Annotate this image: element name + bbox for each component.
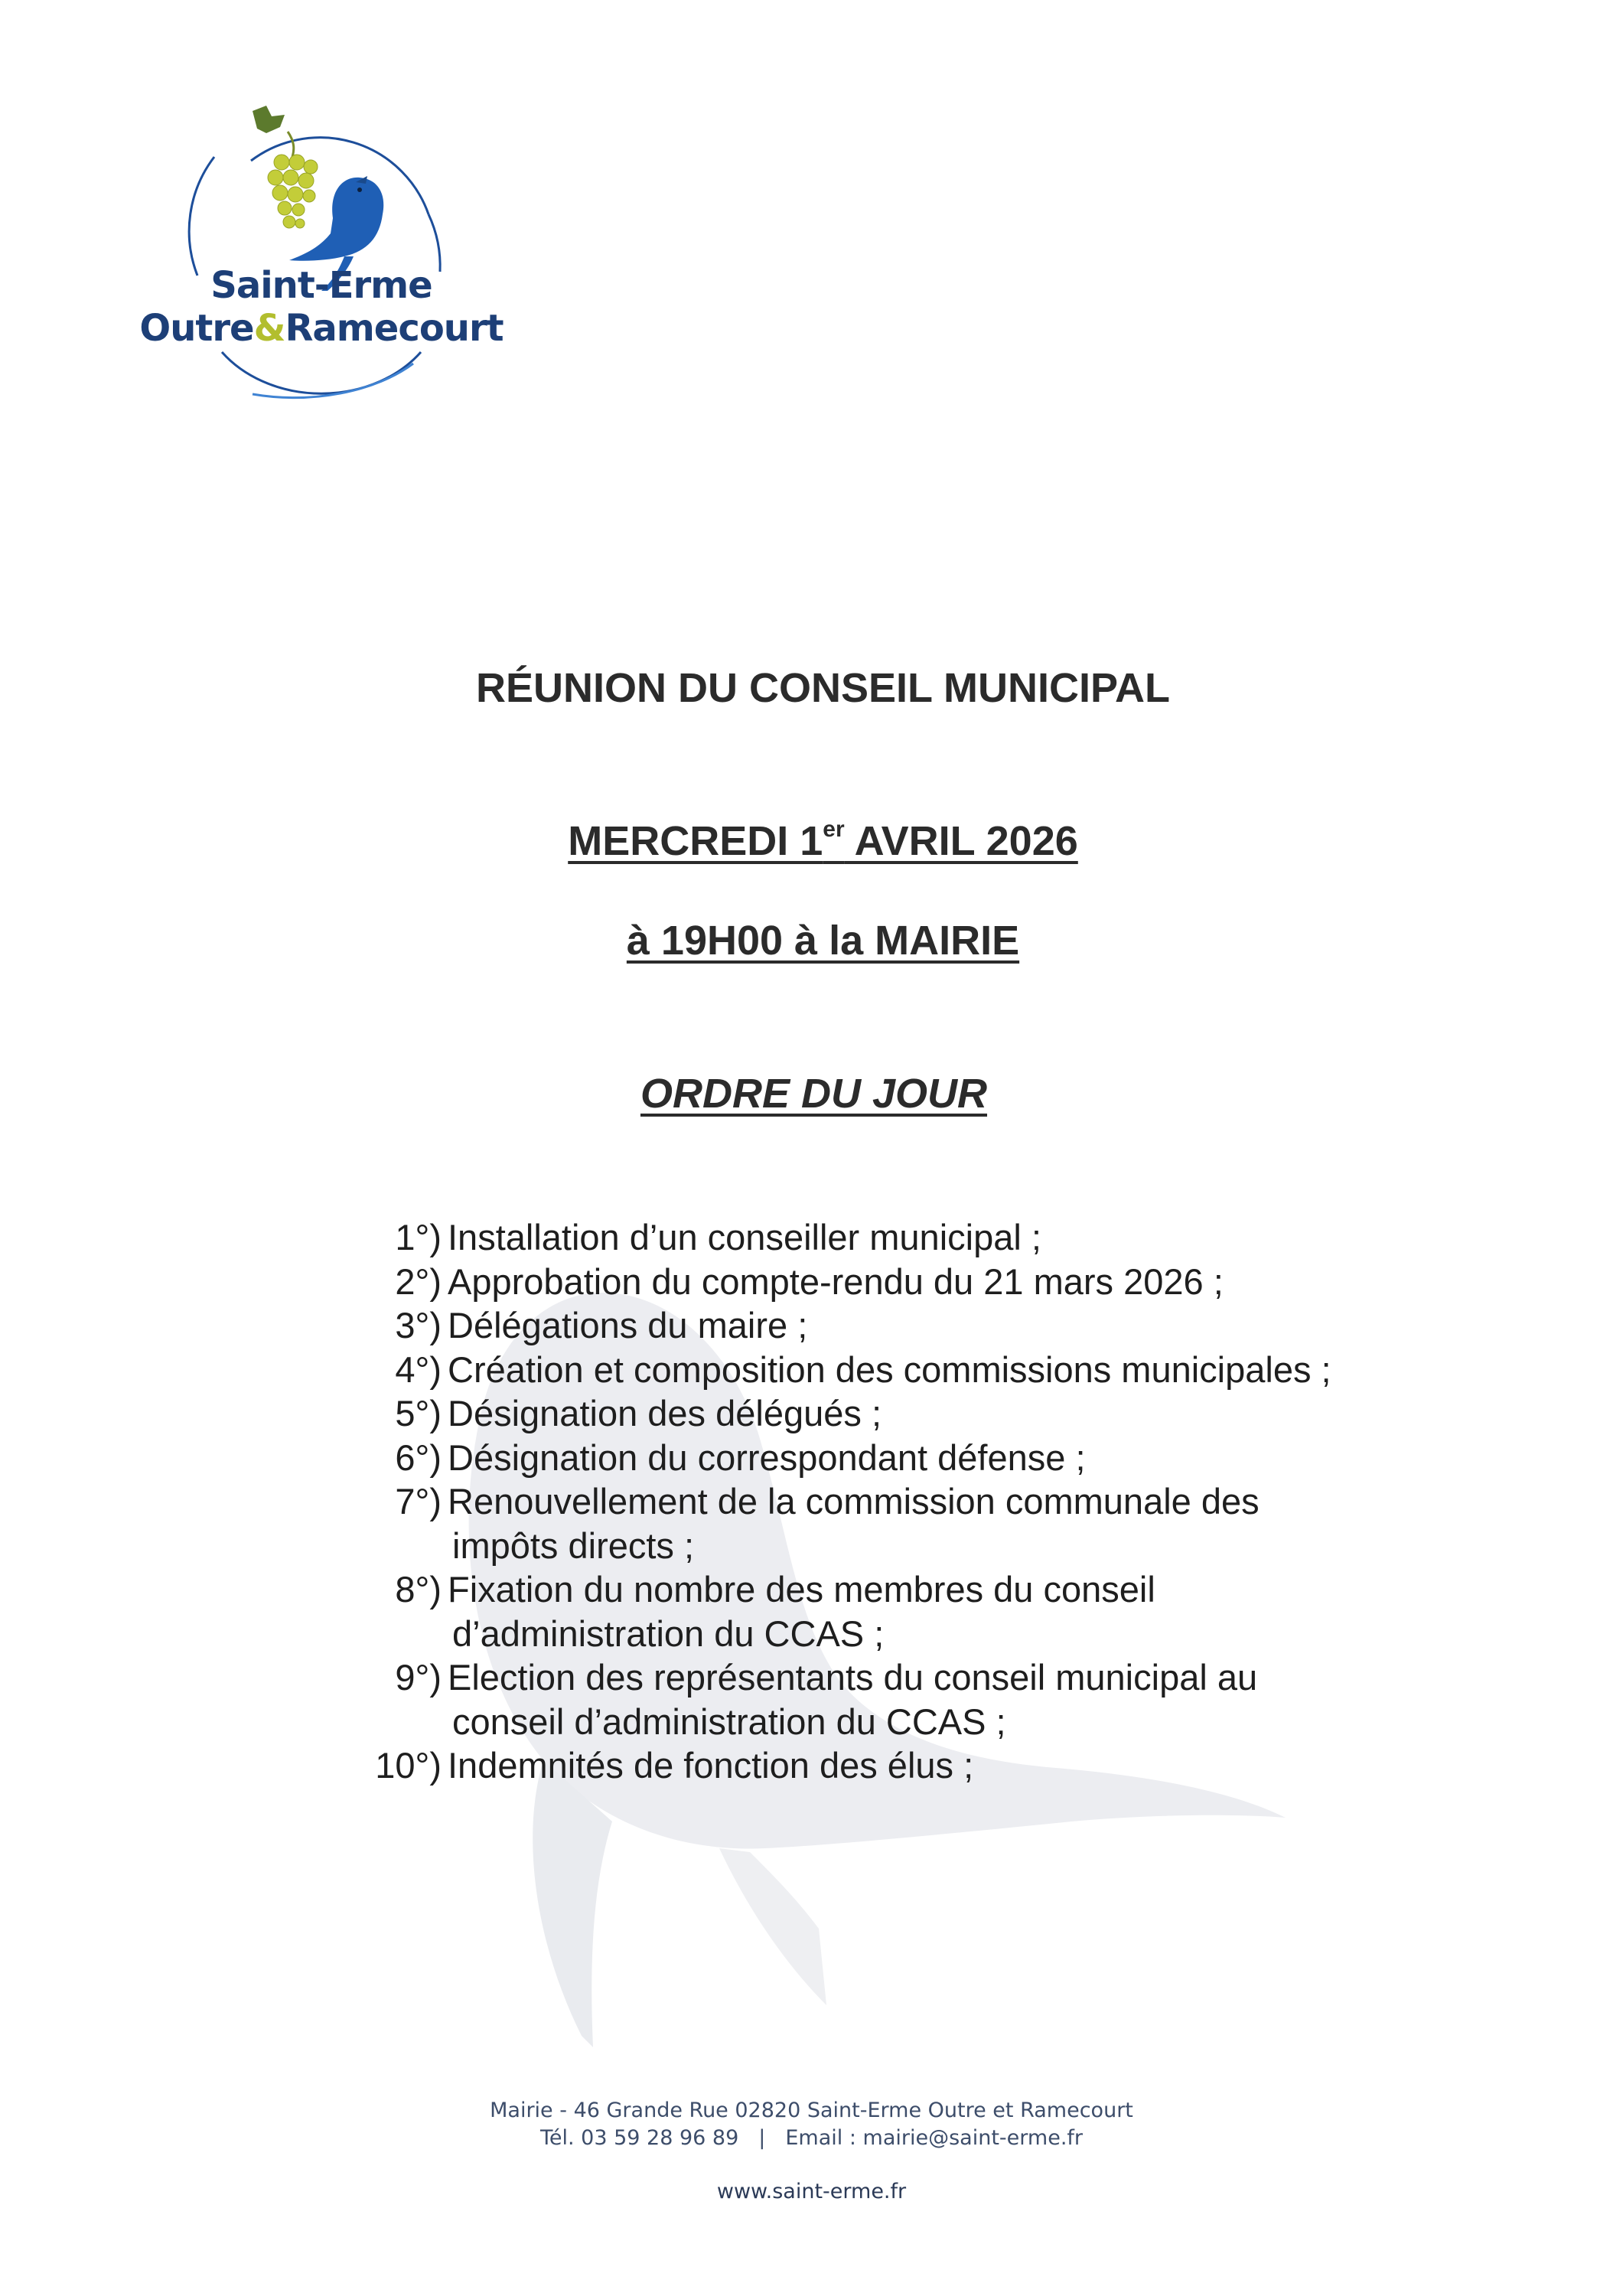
date-superscript: er: [823, 817, 845, 842]
logo-line-2: Outre&Ramecourt: [139, 307, 504, 350]
agenda-item-number: 9°): [395, 1657, 442, 1698]
page-title: RÉUNION DU CONSEIL MUNICIPAL: [475, 665, 1171, 711]
agenda-item-text: Création et composition des commissions municipales ;: [448, 1349, 1331, 1390]
agenda-heading: ORDRE DU JOUR: [640, 1071, 988, 1117]
agenda-item-text: Désignation des délégués ;: [448, 1393, 882, 1433]
agenda-item-number: 10°): [375, 1745, 442, 1786]
logo-line-1: Saint-Erme: [210, 264, 432, 307]
meeting-date: MERCREDI 1er AVRIL 2026: [568, 817, 1078, 864]
footer-address: Mairie - 46 Grande Rue 02820 Saint-Erme Outre et Ramecourt: [490, 2099, 1133, 2122]
footer-phone: Tél. 03 59 28 96 89: [539, 2126, 739, 2150]
logo-emblem-icon: [138, 99, 505, 406]
agenda-item: [360, 1348, 1469, 1392]
agenda-item-text: Approbation du compte-rendu du 21 mars 2026 ;: [448, 1261, 1224, 1302]
agenda-item: [360, 1743, 1469, 1788]
agenda-item-number: 6°): [395, 1437, 442, 1478]
agenda-item-number: 3°): [395, 1305, 442, 1345]
agenda-item-number: 7°): [395, 1481, 442, 1521]
agenda-item-number: 2°): [395, 1261, 442, 1302]
agenda-item: [360, 1260, 1469, 1304]
agenda-item-text: Fixation du nombre des membres du conseil: [448, 1569, 1155, 1609]
agenda-item-text: Désignation du correspondant défense ;: [448, 1437, 1086, 1478]
agenda-item: [360, 1436, 1469, 1480]
footer-website-link[interactable]: www.saint-erme.fr: [716, 2180, 907, 2203]
agenda-item-continuation: impôts directs ;: [452, 1525, 695, 1566]
agenda-item-text: Renouvellement de la commission communale des: [448, 1481, 1260, 1521]
agenda-item-continuation: conseil d’administration du CCAS ;: [452, 1701, 1006, 1742]
logo-wordmark: [138, 264, 505, 350]
agenda-item-number: 1°): [395, 1217, 442, 1257]
agenda-item-number: 5°): [395, 1393, 442, 1433]
municipality-logo: [138, 99, 505, 406]
agenda-item: [360, 1391, 1469, 1436]
agenda-item-text: Indemnités de fonction des élus ;: [448, 1745, 974, 1786]
agenda-item-text: Installation d’un conseiller municipal ;: [448, 1217, 1041, 1257]
agenda-item-text: Election des représentants du conseil municipal au: [448, 1657, 1258, 1698]
agenda-list: [360, 1215, 1469, 1788]
agenda-item-continuation: d’administration du CCAS ;: [452, 1613, 885, 1654]
agenda-item: [360, 1303, 1469, 1348]
meeting-time-location: à 19H00 à la MAIRIE: [626, 918, 1020, 964]
agenda-item: [360, 1479, 1469, 1567]
logo-ampersand: &: [253, 307, 285, 350]
agenda-item-number: 4°): [395, 1349, 442, 1390]
agenda-item: [360, 1655, 1469, 1743]
footer-contact: [0, 2126, 1623, 2150]
agenda-item: [360, 1215, 1469, 1260]
agenda-item: [360, 1567, 1469, 1655]
agenda-item-text: Délégations du maire ;: [448, 1305, 808, 1345]
footer-email[interactable]: Email : mairie@saint-erme.fr: [785, 2126, 1084, 2150]
agenda-item-number: 8°): [395, 1569, 442, 1609]
footer-separator: |: [758, 2126, 766, 2150]
